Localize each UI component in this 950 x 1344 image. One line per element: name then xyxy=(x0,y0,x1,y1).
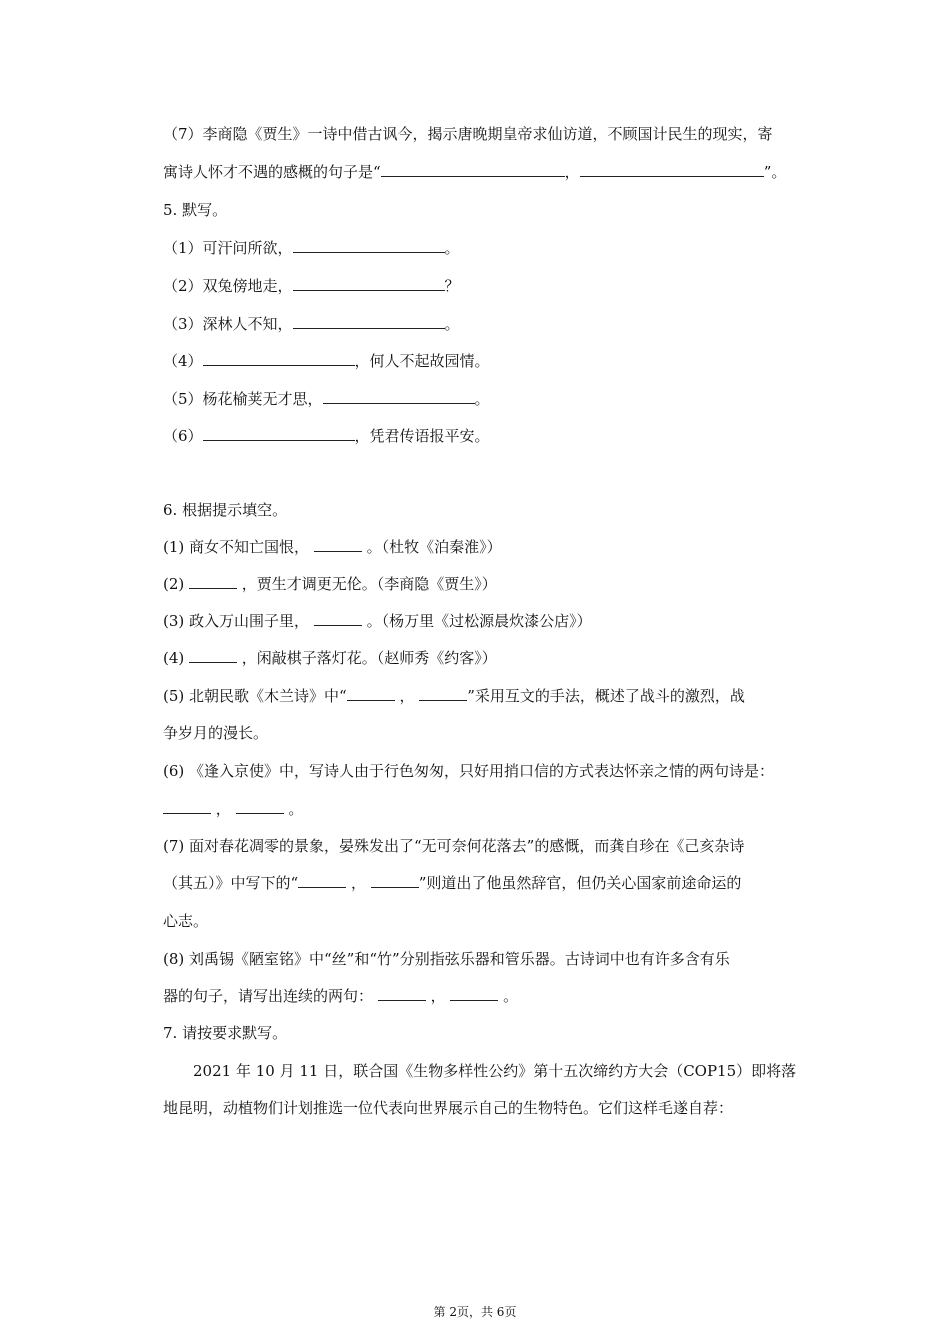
q6-item-7-end: ”则道出了他虽然辞官，但仍关心国家前途命运的 xyxy=(418,874,742,892)
answer-blank[interactable] xyxy=(378,986,426,1001)
q6-item-3-end: 。（杨万里《过松源晨炊漆公店》） xyxy=(366,612,592,630)
q4-7-line2 xyxy=(163,162,786,182)
answer-blank[interactable] xyxy=(236,799,284,814)
q6-item-5 xyxy=(163,686,745,706)
q5-item-5-end: 。 xyxy=(474,390,490,408)
q6-item-7: (7) 面对春花凋零的景象，晏殊发出了“无可奈何花落去”的感慨，而龚自珍在《己亥杂诗 xyxy=(163,837,745,855)
q6-item-8-end: 。 xyxy=(503,987,519,1005)
q6-item-5-end: ”采用互文的手法，概述了战斗的激烈，战 xyxy=(467,687,745,705)
q6-item-1 xyxy=(163,537,502,557)
q6-item-7-text: （其五）》中写下的“ xyxy=(163,874,299,892)
answer-blank[interactable] xyxy=(371,873,419,888)
q6-item-8-comma: ， xyxy=(430,987,446,1005)
q5-item-2-end: ？ xyxy=(444,277,460,295)
q6-item-6-line2 xyxy=(163,799,303,819)
q5-item-3-end: 。 xyxy=(444,315,460,333)
q5-item-1-text: （1）可汗问所欲， xyxy=(163,239,293,257)
answer-blank[interactable] xyxy=(314,537,362,552)
q6-item-2 xyxy=(163,574,497,594)
answer-blank[interactable] xyxy=(323,389,475,404)
q6-item-6: (6) 《逢入京使》中，写诗人由于行色匆匆，只好用捎口信的方式表达怀亲之情的两句诗是： xyxy=(163,762,775,780)
q6-item-4-end: ，闲敲棋子落灯花。（赵师秀《约客》） xyxy=(241,649,497,667)
answer-blank[interactable] xyxy=(163,799,211,814)
q7-title: 7. 请按要求默写。 xyxy=(163,1024,288,1042)
q5-item-3-text: （3）深林人不知， xyxy=(163,315,293,333)
q6-item-8-text: 器的句子，请写出连续的两句： xyxy=(163,987,374,1005)
q5-item-2-text: （2）双兔傍地走， xyxy=(163,277,293,295)
q5-item-4 xyxy=(163,351,490,371)
answer-blank[interactable] xyxy=(314,611,362,626)
q4-7-line2-pre: 寓诗人怀才不遇的感概的句子是“ xyxy=(163,163,381,181)
q6-item-7-line3: 心志。 xyxy=(163,912,209,930)
q5-item-4-end: ，何人不起故园情。 xyxy=(354,352,490,370)
q5-item-6-end: ，凭君传语报平安。 xyxy=(354,427,490,445)
q6-title: 6. 根据提示填空。 xyxy=(163,501,288,519)
q6-item-6-end: 。 xyxy=(288,800,304,818)
answer-blank[interactable] xyxy=(381,162,565,177)
q4-7-line2-post: ”。 xyxy=(763,163,787,181)
q7-paragraph-line1: 2021 年 10 月 11 日，联合国《生物多样性公约》第十五次缔约方大会（COP15）即将落 xyxy=(193,1062,797,1080)
q6-item-5-text: (5) 北朝民歌《木兰诗》中“ xyxy=(163,687,347,705)
answer-blank[interactable] xyxy=(347,686,395,701)
q6-item-8-line2 xyxy=(163,986,518,1006)
answer-blank[interactable] xyxy=(203,426,355,441)
q4-7-line2-mid: ， xyxy=(564,163,580,181)
q6-item-6-comma: ， xyxy=(215,800,231,818)
q6-item-7-line2 xyxy=(163,873,741,893)
q5-item-3 xyxy=(163,314,460,334)
answer-blank[interactable] xyxy=(189,648,237,663)
q6-item-2-end: ，贾生才调更无伦。（李商隐《贾生》） xyxy=(241,575,497,593)
answer-blank[interactable] xyxy=(419,686,467,701)
q5-item-6 xyxy=(163,426,490,446)
q6-item-5-comma: ， xyxy=(399,687,415,705)
answer-blank[interactable] xyxy=(298,873,346,888)
answer-blank[interactable] xyxy=(293,314,445,329)
q6-item-7-comma: ， xyxy=(350,874,366,892)
q6-item-2-text: (2) xyxy=(163,575,190,593)
answer-blank[interactable] xyxy=(450,986,498,1001)
answer-blank[interactable] xyxy=(293,238,445,253)
page-number: 第 2页，共 6页 xyxy=(433,1305,517,1319)
q5-item-5 xyxy=(163,389,490,409)
q6-item-8: (8) 刘禹锡《陋室铭》中“丝”和“竹”分别指弦乐器和管乐器。古诗词中也有许多含有乐 xyxy=(163,950,730,968)
q5-item-4-text: （4） xyxy=(163,352,203,370)
q6-item-4 xyxy=(163,648,497,668)
q5-item-1-end: 。 xyxy=(444,239,460,257)
q6-item-1-end: 。（杜牧《泊秦淮》） xyxy=(366,538,502,556)
q6-item-3 xyxy=(163,611,592,631)
answer-blank[interactable] xyxy=(203,351,355,366)
answer-blank[interactable] xyxy=(293,276,445,291)
q5-item-6-text: （6） xyxy=(163,427,203,445)
q6-item-3-text: (3) 政入万山围子里， xyxy=(163,612,310,630)
q4-7-line1: （7）李商隐《贾生》一诗中借古讽今，揭示唐晚期皇帝求仙访道，不顾国计民生的现实，寄 xyxy=(163,125,773,143)
q5-title: 5. 默写。 xyxy=(163,201,228,219)
answer-blank[interactable] xyxy=(189,574,237,589)
q5-item-1 xyxy=(163,238,460,258)
q6-item-5-line2: 争岁月的漫长。 xyxy=(163,724,269,742)
q7-paragraph-line2: 地昆明，动植物们计划推选一位代表向世界展示自己的生物特色。它们这样毛遂自荐： xyxy=(163,1099,734,1117)
q6-item-1-text: (1) 商女不知亡国恨， xyxy=(163,538,310,556)
q6-item-4-text: (4) xyxy=(163,649,190,667)
q5-item-5-text: （5）杨花榆荚无才思， xyxy=(163,390,323,408)
q5-item-2 xyxy=(163,276,460,296)
answer-blank[interactable] xyxy=(580,162,764,177)
